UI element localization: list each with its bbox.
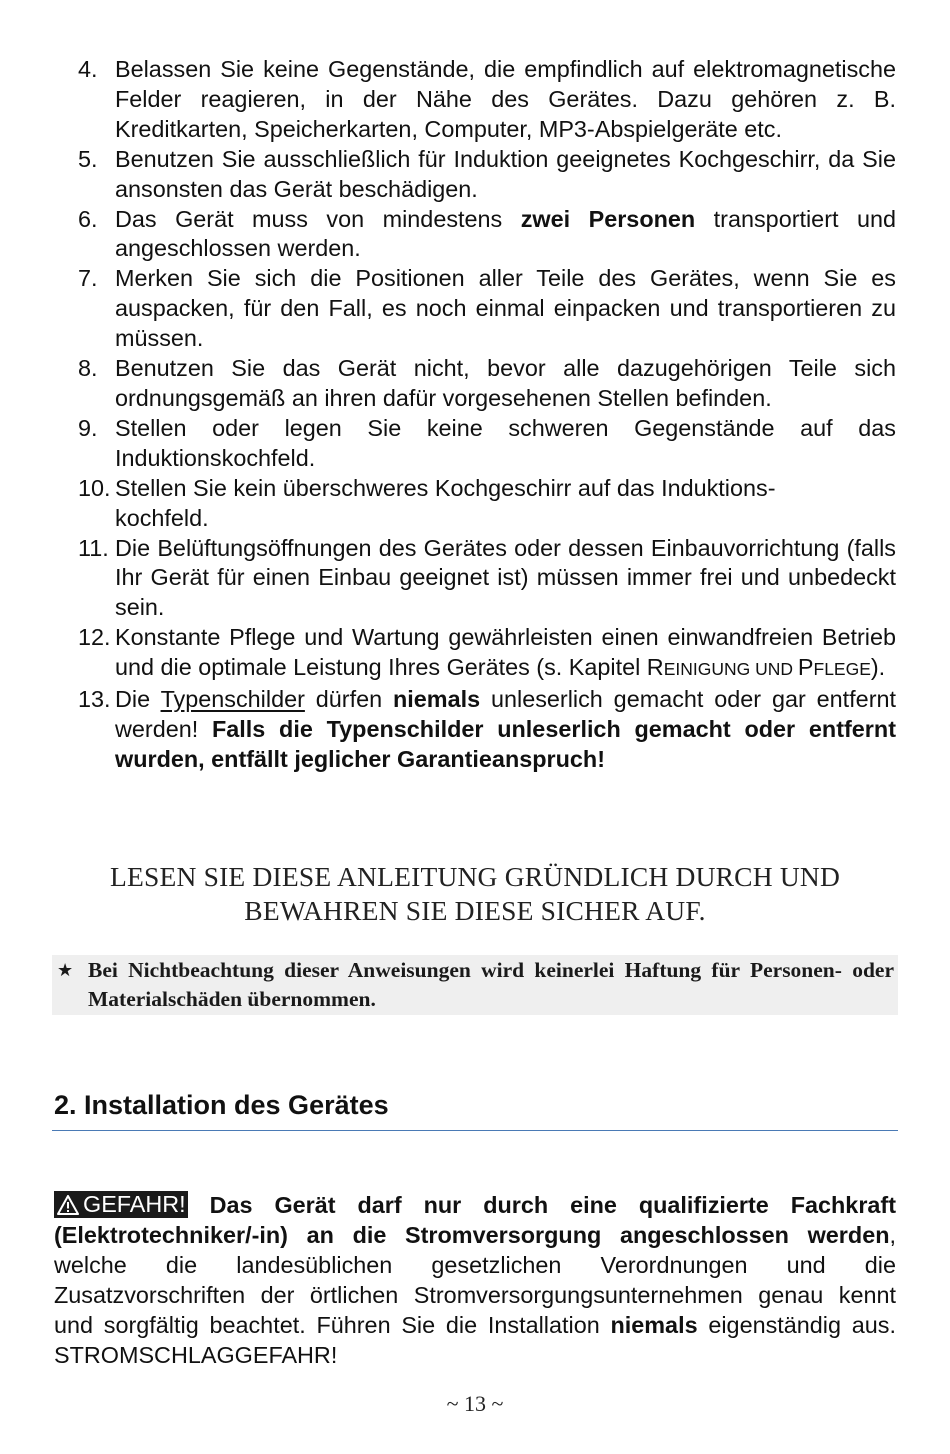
page-number: ~ 13 ~ [446, 1391, 504, 1416]
item-text: Die Belüftungsöffnungen des Gerätes oder dessen Einbauvorrichtung (falls Ihr Gerät für einen Einbau geeignet ist) müssen immer frei und unbedeckt sein. [115, 534, 896, 621]
item-text-bold: niemals [392, 686, 481, 713]
item-text-bold: zwei Personen [520, 205, 696, 232]
item-text: Belassen Sie keine Gegenstände, die empfindlich auf elektromagnetische Felder reagieren, in der Nähe des Gerätes. Dazu gehören z. B. Kreditkarten, Speicherkarten, Computer, MP3-Abspielgeräte etc. [115, 56, 896, 142]
danger-text-bold: Das Gerät darf nur durch eine qualifizierte Fachkraft (Elektrotechniker/-in) an die Stromversorgung angeschlossen werden [54, 1192, 897, 1248]
notice-line: BEWAHREN SIE DIESE SICHER AUF. [244, 895, 706, 926]
item-text [115, 623, 896, 685]
list-item [78, 414, 896, 474]
liability-text: Bei Nichtbeachtung dieser Anweisungen wird keinerlei Haftung für Personen- oder Materialschäden übernommen. [88, 958, 894, 1011]
item-number: 6. [78, 205, 98, 232]
danger-badge [54, 1191, 188, 1218]
chapter-ref-initial: P [797, 654, 814, 681]
item-text-bold: Falls die Typenschilder unleserlich gemacht oder entfernt wurden, entfällt jeglicher Garantieanspruch! [115, 715, 896, 772]
item-number: 7. [78, 265, 98, 292]
item-text-part: ). [870, 654, 886, 681]
notice-line: LESEN SIE DIESE ANLEITUNG GRÜNDLICH DURCH UND [109, 861, 841, 892]
chapter-ref-smallcaps: EINIGUNG UND [663, 659, 798, 680]
item-text: Benutzen Sie das Gerät nicht, bevor alle dazugehörigen Teile sich ordnungsgemäß an ihren dafür vorgesehenen Stellen befinden. [115, 355, 896, 411]
safety-instructions-list [78, 55, 896, 775]
warning-triangle-icon [57, 1195, 79, 1215]
item-text [115, 474, 896, 534]
item-text-part: Konstante Pflege und Wartung gewährleisten einen einwandfreien Betrieb und die optimale Leistung Ihres Gerätes (s. Kapitel [115, 624, 896, 681]
item-text-part: unleserlich gemacht oder gar entfernt werden! [115, 686, 896, 742]
item-text: Stellen oder legen Sie keine schweren Gegenstände auf das Induktionskochfeld. [115, 414, 896, 471]
danger-text-bold: niemals [610, 1312, 698, 1338]
list-item [78, 354, 896, 414]
list-item [78, 55, 896, 145]
list-item [78, 205, 896, 265]
star-icon: ★ [57, 960, 74, 981]
list-item [78, 534, 896, 624]
chapter-ref-smallcaps: FLEGE [813, 659, 871, 680]
item-text: Benutzen Sie ausschließlich für Induktion geeignetes Kochgeschirr, da Sie ansonsten das Gerät beschädigen. [115, 145, 896, 202]
item-text-part: transportiert und angeschlossen werden. [115, 205, 896, 262]
danger-text: eigenständig aus. STROMSCHLAGGEFAHR! [54, 1312, 896, 1368]
list-item [78, 685, 896, 775]
item-text-part: Das Gerät muss von mindestens [115, 205, 521, 232]
item-text [115, 685, 896, 775]
list-item [78, 623, 896, 685]
item-text-part: Stellen Sie kein überschweres Kochgeschirr auf das Induktions- [115, 474, 776, 501]
item-number: 12. [78, 624, 111, 651]
item-number: 4. [78, 56, 98, 82]
section-divider [52, 1130, 898, 1131]
item-number: 10. [78, 474, 111, 501]
item-text: Merken Sie sich die Positionen aller Teile des Gerätes, wenn Sie es auspacken, für den Fall, es noch einmal einpacken und transportieren zu müssen. [115, 265, 896, 352]
section-heading: 2. Installation des Gerätes [54, 1090, 389, 1120]
item-number: 13. [78, 686, 111, 713]
list-item [78, 264, 896, 354]
item-number: 8. [78, 355, 98, 382]
item-text [115, 205, 896, 265]
item-text-part: kochfeld. [115, 504, 209, 531]
chapter-ref-initial: R [646, 654, 664, 681]
danger-paragraph [54, 1190, 896, 1370]
item-text-part: Die [115, 686, 161, 713]
item-text-part: dürfen [304, 686, 393, 713]
list-item [78, 474, 896, 534]
danger-badge-label: GEFAHR! [83, 1191, 186, 1217]
danger-text: , welche die landesüblichen gesetzlichen Verordnungen und die Zusatzvorschriften der örtlichen Stromversorgungsunternehmen genau kennt und sorgfältig beachtet. Führen Sie die Installation [54, 1222, 896, 1338]
item-number: 11. [78, 534, 109, 561]
item-number: 5. [78, 145, 98, 172]
read-instructions-notice [52, 860, 898, 928]
item-text-underlined: Typenschilder [160, 686, 305, 713]
list-item [78, 145, 896, 205]
item-number: 9. [78, 414, 98, 441]
liability-disclaimer [52, 955, 898, 1015]
